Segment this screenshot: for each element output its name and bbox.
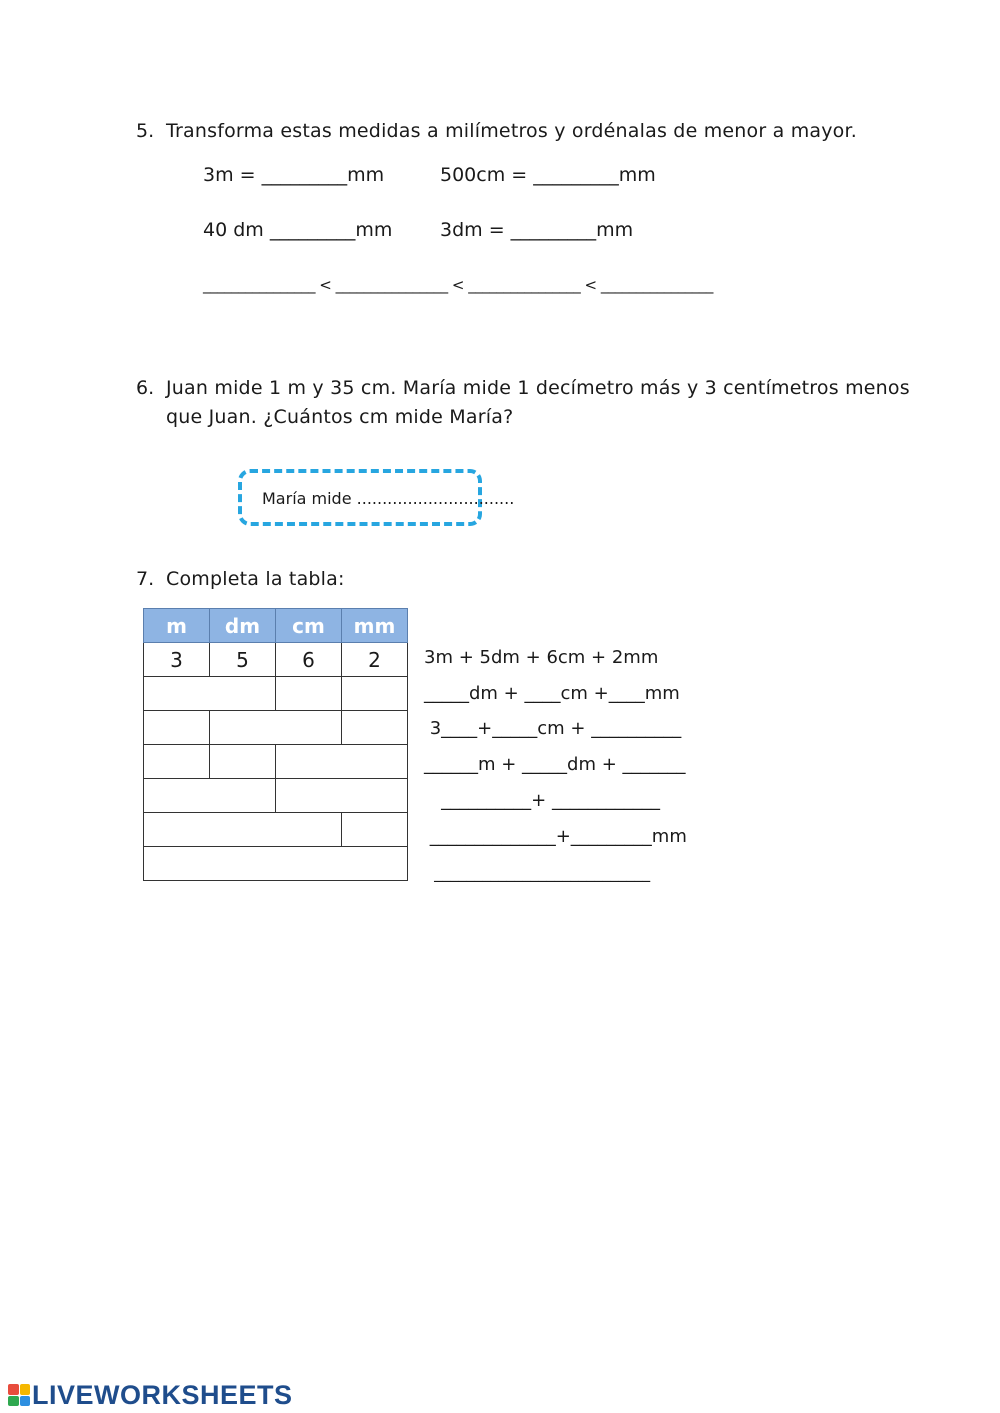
side-expression-6[interactable]: ______________+_________mm [424,826,687,847]
cell-dm-cm[interactable] [210,711,342,745]
logo-square-yellow [20,1384,31,1395]
cell-mm: 2 [342,643,408,677]
cell-all[interactable] [144,847,408,881]
q5-item-3m[interactable]: 3m = _________mm [203,164,385,186]
side-expression-5[interactable]: __________+ ____________ [424,790,660,811]
logo-text: LIVEWORKSHEETS [32,1379,293,1410]
cell-cm-mm[interactable] [276,779,408,813]
side-expression-4[interactable]: ______m + _____dm + _______ [424,754,686,775]
q5-text: Transforma estas medidas a milímetros y ordénalas de menor a mayor. [166,120,858,142]
cell-m-dm-cm[interactable] [144,813,342,847]
cell-m-dm[interactable] [144,779,276,813]
cell-m-dm[interactable] [144,677,276,711]
liveworksheets-logo [8,1378,293,1412]
cell-m[interactable] [144,745,210,779]
cell-cm-mm[interactable] [276,745,408,779]
q6-number: 6. [136,377,155,399]
cell-mm[interactable] [342,711,408,745]
q6-text-line1: Juan mide 1 m y 35 cm. María mide 1 decímetro más y 3 centímetros menos [166,377,910,399]
table-row [144,643,408,677]
table-row [144,745,408,779]
table-row [144,711,408,745]
side-expression-3[interactable]: 3____+_____cm + __________ [424,718,682,739]
table-header-row [144,609,408,643]
table-row [144,813,408,847]
header-dm: dm [210,609,276,643]
q7-text: Completa la tabla: [166,568,345,590]
cell-dm[interactable] [210,745,276,779]
cell-mm[interactable] [342,813,408,847]
liveworksheets-icon [8,1384,30,1406]
q5-order-line[interactable]: ________________ < ________________ < ________________ < ________________ [203,276,713,294]
q5-item-3dm[interactable]: 3dm = _________mm [440,219,634,241]
header-mm: mm [342,609,408,643]
q6-text-line2: que Juan. ¿Cuántos cm mide María? [166,406,514,428]
logo-square-green [8,1396,19,1407]
q5-item-500cm[interactable]: 500cm = _________mm [440,164,656,186]
side-expression-2[interactable]: _____dm + ____cm +____mm [424,683,680,704]
cell-m: 3 [144,643,210,677]
cell-mm[interactable] [342,677,408,711]
side-expression-1: 3m + 5dm + 6cm + 2mm [424,647,659,668]
table-row [144,847,408,881]
header-m: m [144,609,210,643]
q6-answer-box[interactable] [238,469,515,526]
cell-m[interactable] [144,711,210,745]
cell-cm[interactable] [276,677,342,711]
cell-dm: 5 [210,643,276,677]
cell-cm: 6 [276,643,342,677]
logo-square-blue [20,1396,31,1407]
q7-number: 7. [136,568,155,590]
header-cm: cm [276,609,342,643]
logo-square-red [8,1384,19,1395]
table-row [144,779,408,813]
table-row [144,677,408,711]
units-table [143,608,408,881]
q6-answer-label: María mide ............................... [262,489,515,508]
side-expression-7[interactable]: ___________________________ [424,863,651,882]
q5-number: 5. [136,120,155,142]
q5-item-40dm[interactable]: 40 dm _________mm [203,219,393,241]
